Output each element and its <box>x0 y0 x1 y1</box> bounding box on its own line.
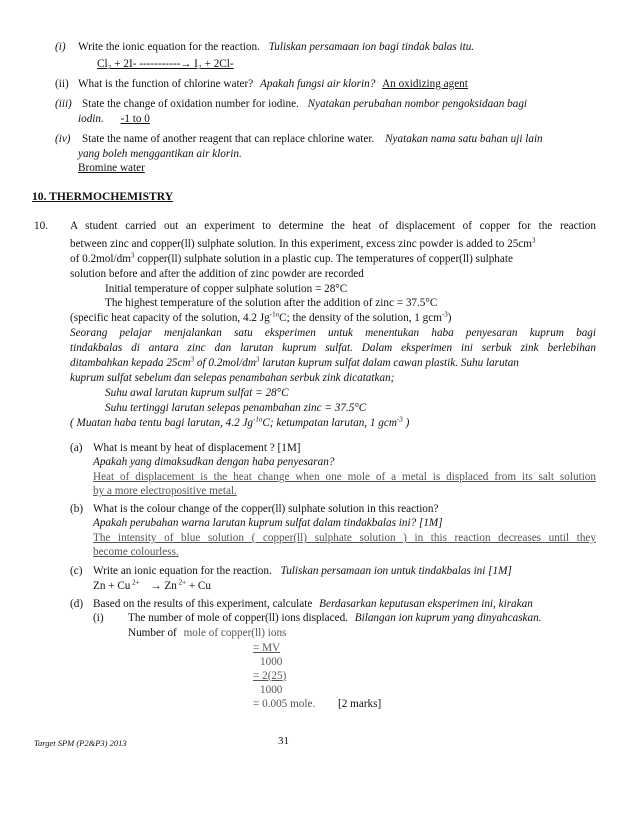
q10-constants-sup2: -3 <box>441 310 448 319</box>
qd-i-english: The number of mole of copper(ll) ions displaced. <box>128 612 348 624</box>
q10-malay-constants-a: ( Muatan haba tentu bagi larutan, 4.2 Jg <box>70 417 254 429</box>
item-iii-label: (iii) <box>55 98 72 110</box>
item-iv-label: (iv) <box>55 133 71 145</box>
calc-line-1 <box>253 642 280 655</box>
q10-malay-line-3 <box>70 357 519 370</box>
qb-answer-line-1: The intensity of blue solution ( copper(ll) sulphate solution ) in this reaction decreases until they <box>93 532 596 544</box>
qa-question-malay: Apakah yang dimaksudkan dengan haba penyesaran? <box>93 456 335 468</box>
q10-line-3-text-a: of 0.2mol/dm <box>70 253 131 265</box>
q10-highest-temp: The highest temperature of the solution after the addition of zinc = 37.5°C <box>105 297 438 309</box>
calc-substitution: = 2(25) <box>253 670 287 682</box>
q10-line-4: solution before and after the addition of zinc powder are recorded <box>70 268 364 280</box>
item-iii-question <box>82 98 527 111</box>
item-ii-question <box>78 78 468 91</box>
q10-line-2 <box>70 238 535 251</box>
q10-malay-constants-sup1: -1o <box>253 415 263 424</box>
q10-malay-line-3-c: larutan kuprum sulfat dalam cawan plastik. Suhu larutan <box>259 357 519 369</box>
item-iii-malay: Nyatakan perubahan nombor pengoksidaan bagi <box>307 98 528 110</box>
page-number: 31 <box>278 735 289 747</box>
q10-malay-highest-temp: Suhu tertinggi larutan selepas penambahan zinc = 37.5°C <box>105 402 367 414</box>
item-i-label: (i) <box>55 41 66 53</box>
q10-malay-constants-e: ) <box>402 417 410 429</box>
qc-question <box>93 565 512 578</box>
q10-malay-line-3-b: of 0.2mol/dm <box>194 357 256 369</box>
item-i-malay: Tuliskan persamaan ion bagi tindak balas itu. <box>268 41 475 53</box>
item-iv-malay: Nyatakan nama satu bahan uji lain <box>385 133 543 145</box>
item-iii-malay-cont: iodin. <box>78 113 104 125</box>
section-heading: 10. THERMOCHEMISTRY <box>32 190 174 203</box>
calc-line-3 <box>253 670 286 683</box>
item-ii-english: What is the function of chlorine water? <box>78 78 254 90</box>
q10-malay-line-3-a: ditambahkan kepada 25cm <box>70 357 191 369</box>
q10-malay-constants-sup2: -3 <box>396 415 403 424</box>
q10-malay-constants <box>70 417 409 430</box>
item-ii-malay: Apakah fungsi air klorin? <box>260 78 376 90</box>
q10-malay-line-4: kuprum sulfat sebelum dan selepas penambahan serbuk zink dicatatkan; <box>70 372 395 384</box>
q10-constants-e: ) <box>447 312 452 324</box>
qb-label: (b) <box>70 503 84 515</box>
item-iv-question <box>82 133 543 146</box>
qa-label: (a) <box>70 442 83 454</box>
unit-superscript: 3 <box>255 355 260 364</box>
q10-constants-c: C; the density of the solution, 1 gcm <box>279 312 442 324</box>
item-iv-english: State the name of another reagent that can replace chlorine water. <box>82 133 375 145</box>
q10-line-3-text-b: copper(ll) sulphate solution in a plastic cup. The temperatures of copper(ll) sulphate <box>134 253 513 265</box>
qd-english: Based on the results of this experiment, calculate <box>93 598 313 610</box>
item-ii-label: (ii) <box>55 78 69 90</box>
q10-initial-temp: Initial temperature of copper sulphate solution = 28°C <box>105 283 348 295</box>
item-i-english: Write the ionic equation for the reaction. <box>78 41 260 53</box>
qc-label: (c) <box>70 565 83 577</box>
item-iv-answer: Bromine water <box>78 162 145 174</box>
qd-number-of-label <box>128 627 286 640</box>
question-number: 10. <box>34 220 48 232</box>
arrow-right-icon: → <box>150 580 162 592</box>
qb-question: What is the colour change of the copper(ll) sulphate solution in this reaction? <box>93 503 439 515</box>
footer-title: Target SPM (P2&P3) 2013 <box>34 738 127 748</box>
item-iii-line2 <box>78 113 150 126</box>
calc-result-value: = 0.005 mole. <box>253 698 316 710</box>
qa-question: What is meant by heat of displacement ? [1M] <box>93 442 301 454</box>
q10-constants-a: (specific heat capacity of the solution, 4.2 Jg <box>70 312 270 324</box>
unit-superscript: 3 <box>190 355 195 364</box>
qd-i-label: (i) <box>93 612 104 624</box>
item-i-equation: Cl₂ + 2I- -----------→ I₂ + 2Cl- <box>97 58 234 70</box>
calc-formula: = MV <box>253 642 281 654</box>
q10-malay-constants-c: C; ketumpatan larutan, 1 gcm <box>262 417 397 429</box>
unit-superscript: 3 <box>130 251 135 260</box>
qd-number-of: Number of <box>128 627 177 639</box>
q10-malay-initial-temp: Suhu awal larutan kuprum sulfat = 28°C <box>105 387 289 399</box>
item-ii-answer: An oxidizing agent <box>382 78 468 90</box>
qc-english: Write an ionic equation for the reaction. <box>93 565 272 577</box>
calc-result <box>253 698 381 711</box>
item-iv-malay-cont: yang boleh menggantikan air klorin. <box>78 148 242 160</box>
calc-marks: [2 marks] <box>338 698 382 710</box>
unit-superscript: 3 <box>531 236 536 245</box>
qa-answer-line-2: by a more electropositive metal. <box>93 485 237 497</box>
qd-malay: Berdasarkan keputusan eksperimen ini, kirakan <box>319 598 533 610</box>
item-i-question <box>78 41 474 54</box>
qd-i-malay: Bilangan ion kuprum yang dinyahcaskan. <box>354 612 542 624</box>
qc-zn-charge: 2+ <box>176 578 187 587</box>
qb-answer-line-2: become colourless. <box>93 546 179 558</box>
q10-malay-line-2: tindakbalas di antara zinc dan larutan kuprum sulfat. Dalam eksperimen ini serbuk zink berlebihan <box>70 342 596 354</box>
q10-line-1: A student carried out an experiment to determine the heat of displacement of copper for the reaction <box>70 220 596 232</box>
qc-equation-lhs: Zn + Cu <box>93 580 131 592</box>
q10-line-3 <box>70 253 513 266</box>
qc-equation-zn-ion: Zn <box>161 580 177 592</box>
qb-question-malay: Apakah perubahan warna larutan kuprum sulfat dalam tindakbalas ini? [1M] <box>93 517 443 529</box>
qd-label: (d) <box>70 598 84 610</box>
calc-line-4: 1000 <box>260 684 283 696</box>
calc-line-2: 1000 <box>260 656 283 668</box>
qc-equation-rhs: + Cu <box>186 580 211 592</box>
qc-cu-charge: 2+ <box>130 578 140 587</box>
qd-i-question <box>128 612 542 625</box>
item-iii-english: State the change of oxidation number for iodine. <box>82 98 299 110</box>
qd-question <box>93 598 533 611</box>
qc-equation <box>93 580 211 593</box>
q10-constants <box>70 312 452 325</box>
qd-mole-of-ions: mole of copper(ll) ions <box>183 627 287 639</box>
qc-malay: Tuliskan persamaan ion untuk tindakbalas ini [1M] <box>280 565 512 577</box>
qa-answer-line-1: Heat of displacement is the heat change when one mole of a metal is displaced from its salt solution <box>93 471 596 483</box>
item-iii-answer: -1 to 0 <box>120 113 150 125</box>
q10-malay-line-1: Seorang pelajar menjalankan satu eksperimen untuk menentukan haba penyesaran kuprum bagi <box>70 327 596 339</box>
q10-line-2-text: between zinc and copper(ll) sulphate solution. In this experiment, excess zinc powder is added to 25cm <box>70 238 532 250</box>
q10-constants-sup1: -1o <box>269 310 280 319</box>
